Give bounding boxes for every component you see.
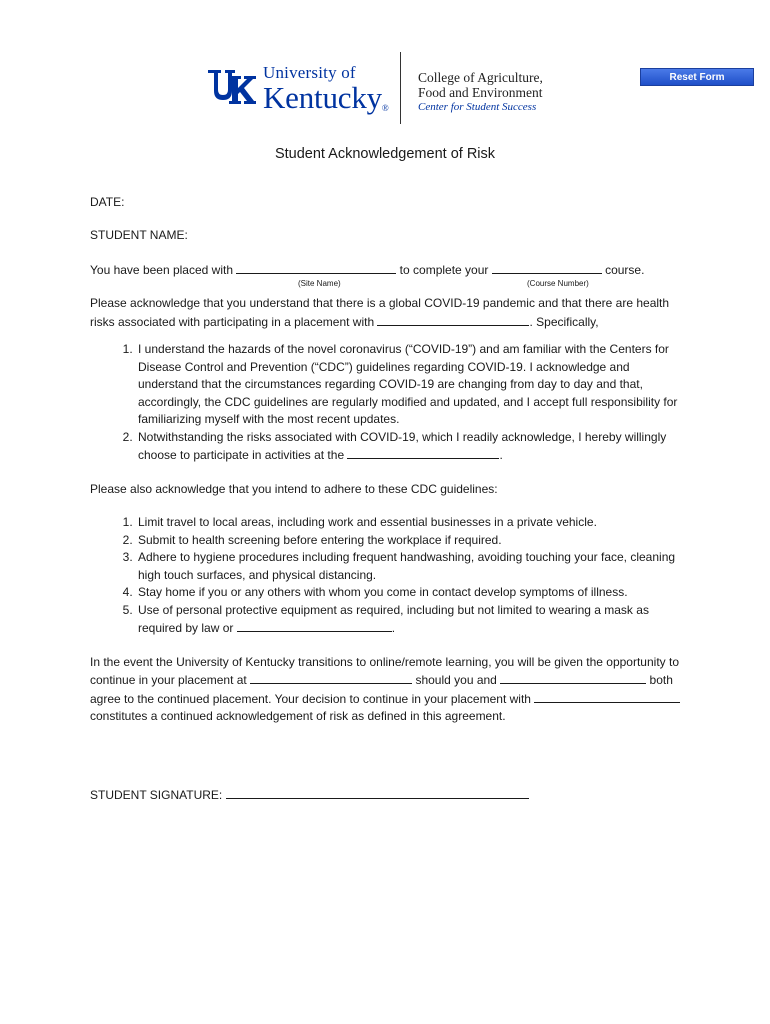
college-line-1: College of Agriculture, [418,70,543,85]
site-name-field[interactable] [236,261,396,274]
ack-item-2-end: . [499,448,503,462]
uk-logo-mark-icon [207,66,257,108]
list-item: 4. Stay home if you or any others with whom you come in contact develop symptoms of illness. [136,584,690,602]
student-name-label: STUDENT NAME: [90,228,188,242]
document-body [90,146,690,804]
remote-learning-paragraph [90,654,690,726]
ack-item-2-text: Notwithstanding the risks associated with COVID-19, which I readily acknowledge, I hereby willingly choose to participate in activities at the [138,429,667,462]
ack-intro-end: . Specifically, [529,314,599,329]
trademark-symbol: ® [381,103,389,113]
remote-agreeing-party-field[interactable] [500,671,646,684]
placement-prefix: You have been placed with [90,262,237,277]
list-item [136,429,690,465]
college-subunit: Center for Student Success [418,101,537,113]
university-of-text: University of [263,63,356,82]
placement-suffix: course. [601,262,645,277]
site-name-caption: (Site Name) [298,279,341,288]
list-item: 3. Adhere to hygiene procedures including frequent handwashing, avoiding touching your face, cleaning high touch surfaces, and physical distancing. [136,549,690,584]
course-number-caption: (Course Number) [527,279,589,288]
list-item: 1. Limit travel to local areas, including work and essential businesses in a private vehicle. [136,514,690,532]
cdc-item-5-end: . [391,621,396,635]
placement-middle: to complete your [396,262,492,277]
document-title: Student Acknowledgement of Risk [274,146,496,162]
remote-part-1: In the event the University of Kentucky transitions to online/remote learning, you will be given the opportunity to continue in your placement at [90,654,679,687]
placement-site-field[interactable] [377,313,529,326]
cdc-guidelines-list [90,514,690,638]
uk-wordmark [263,64,389,113]
acknowledgement-list [90,341,690,465]
kentucky-text: Kentucky [263,80,382,115]
student-signature-field[interactable] [226,786,529,799]
list-item: 2. Submit to health screening before entering the workplace if required. [136,532,690,550]
remote-placement-site-field[interactable] [250,671,412,684]
mask-requirement-field[interactable] [237,619,392,632]
placement-sentence [90,261,690,280]
list-item: 1. I understand the hazards of the novel coronavirus (“COVID-19”) and am familiar with the Centers for Disease Control and Prevention (“CDC”) guidelines regarding COVID-19. I acknowledge and understand that the circumstances regarding COVID-19 are changing from day to day and that, accordingly, the CDC guidelines are regularly modified and updated, and I accept full responsibility for familiarizing myself with the most recent updates. [136,341,690,429]
remote-part-2: should you and [412,673,501,687]
college-line-2: Food and Environment [418,85,543,100]
acknowledgement-intro [90,295,690,331]
remote-placement-with-field[interactable] [534,690,680,703]
list-item [136,602,690,638]
remote-part-4: constitutes a continued acknowledgement of risk as defined in this agreement. [90,709,506,723]
reset-form-button[interactable]: Reset Form [640,68,754,86]
activity-site-field[interactable] [347,446,499,459]
course-number-field[interactable] [492,261,602,274]
remote-part-3: both agree to the continued placement. Your decision to continue in your placement with [90,673,673,706]
letterhead [207,52,567,126]
date-label: DATE: [90,194,125,209]
college-name [418,70,543,114]
ack-intro-text: Please acknowledge that you understand that there is a global COVID-19 pandemic and that there are health risks associated with participating in a placement with [90,296,670,329]
signature-line [90,786,690,805]
header-divider [400,52,401,124]
cdc-intro: Please also acknowledge that you intend to adhere to these CDC guidelines: [90,481,498,496]
signature-label: STUDENT SIGNATURE: [90,787,226,802]
cdc-item-5-text: Use of personal protective equipment as required, including but not limited to wearing a mask as required by law or [138,602,649,635]
